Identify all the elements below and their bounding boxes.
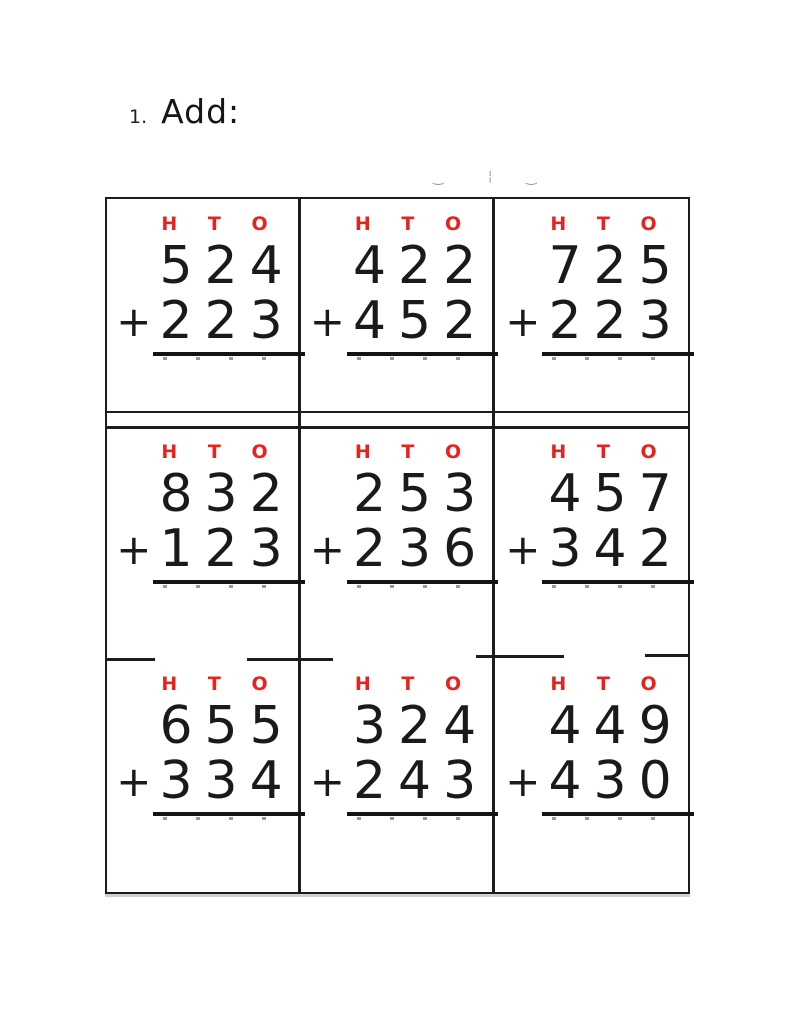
answer-space bbox=[109, 584, 298, 658]
bottom-addend: 452 bbox=[347, 293, 498, 356]
answer-space bbox=[496, 584, 689, 658]
plus-sign: + bbox=[505, 296, 541, 346]
bottom-addend: 334 bbox=[153, 753, 304, 816]
addition-problem bbox=[116, 235, 304, 356]
scan-mark-icon: ‿ bbox=[433, 171, 444, 186]
scan-mark-icon: ¦ bbox=[488, 169, 493, 184]
plus-sign: + bbox=[116, 756, 152, 806]
answer-space bbox=[302, 584, 492, 658]
answer-space bbox=[109, 356, 298, 411]
top-addend: 725 bbox=[548, 235, 684, 296]
problem-cell bbox=[302, 201, 492, 411]
place-value-header: H T O bbox=[161, 441, 280, 463]
bottom-row bbox=[309, 290, 498, 356]
answer-space bbox=[302, 816, 492, 893]
top-addend: 253 bbox=[352, 463, 489, 524]
addition-problem bbox=[505, 235, 693, 356]
bottom-row bbox=[116, 290, 304, 356]
problem-cell bbox=[109, 201, 298, 411]
bottom-addend: 223 bbox=[153, 293, 304, 356]
bottom-row bbox=[309, 750, 498, 816]
addition-problem bbox=[309, 695, 498, 816]
place-value-header: H T O bbox=[161, 673, 280, 695]
bottom-addend: 430 bbox=[542, 753, 693, 816]
problem-cell bbox=[109, 429, 298, 658]
question-number: 1. bbox=[129, 106, 148, 128]
bottom-addend: 223 bbox=[542, 293, 693, 356]
worksheet-grid bbox=[105, 197, 690, 894]
bottom-row bbox=[116, 750, 304, 816]
answer-space bbox=[496, 816, 689, 893]
top-addend: 449 bbox=[548, 695, 684, 756]
answer-space bbox=[109, 816, 298, 893]
plus-sign: + bbox=[309, 524, 345, 574]
problem-cell bbox=[496, 429, 689, 658]
bottom-row bbox=[505, 518, 693, 584]
place-value-header: H T O bbox=[161, 213, 280, 235]
place-value-header: H T O bbox=[354, 673, 474, 695]
top-addend: 832 bbox=[159, 463, 295, 524]
plus-sign: + bbox=[309, 296, 345, 346]
problem-cell bbox=[496, 661, 689, 893]
place-value-header: H T O bbox=[550, 441, 669, 463]
answer-space bbox=[496, 356, 689, 411]
top-addend: 422 bbox=[352, 235, 489, 296]
bottom-row bbox=[505, 290, 693, 356]
place-value-header: H T O bbox=[550, 673, 669, 695]
problem-cell bbox=[496, 201, 689, 411]
worksheet-title bbox=[129, 92, 240, 131]
page-title: Add: bbox=[161, 92, 241, 131]
addition-problem bbox=[116, 463, 304, 584]
addition-problem bbox=[116, 695, 304, 816]
bottom-row bbox=[116, 518, 304, 584]
place-value-header: H T O bbox=[354, 441, 474, 463]
scan-mark-icon: ‿ bbox=[526, 171, 537, 186]
plus-sign: + bbox=[505, 756, 541, 806]
scan-artifact-marks bbox=[433, 170, 553, 188]
plus-sign: + bbox=[116, 296, 152, 346]
place-value-header: H T O bbox=[550, 213, 669, 235]
bottom-row bbox=[505, 750, 693, 816]
bottom-addend: 342 bbox=[542, 521, 693, 584]
bottom-row bbox=[309, 518, 498, 584]
place-value-header: H T O bbox=[354, 213, 474, 235]
top-addend: 457 bbox=[548, 463, 684, 524]
answer-space bbox=[302, 356, 492, 411]
plus-sign: + bbox=[116, 524, 152, 574]
row-divider-line bbox=[107, 411, 688, 413]
addition-problem bbox=[505, 695, 693, 816]
addition-problem bbox=[309, 463, 498, 584]
bottom-addend: 236 bbox=[347, 521, 498, 584]
plus-sign: + bbox=[505, 524, 541, 574]
bottom-addend: 123 bbox=[153, 521, 304, 584]
plus-sign: + bbox=[309, 756, 345, 806]
top-addend: 655 bbox=[159, 695, 295, 756]
addition-problem bbox=[309, 235, 498, 356]
problem-cell bbox=[302, 661, 492, 893]
top-addend: 524 bbox=[159, 235, 295, 296]
top-addend: 324 bbox=[352, 695, 489, 756]
problem-cell bbox=[302, 429, 492, 658]
bottom-addend: 243 bbox=[347, 753, 498, 816]
problem-cell bbox=[109, 661, 298, 893]
addition-problem bbox=[505, 463, 693, 584]
